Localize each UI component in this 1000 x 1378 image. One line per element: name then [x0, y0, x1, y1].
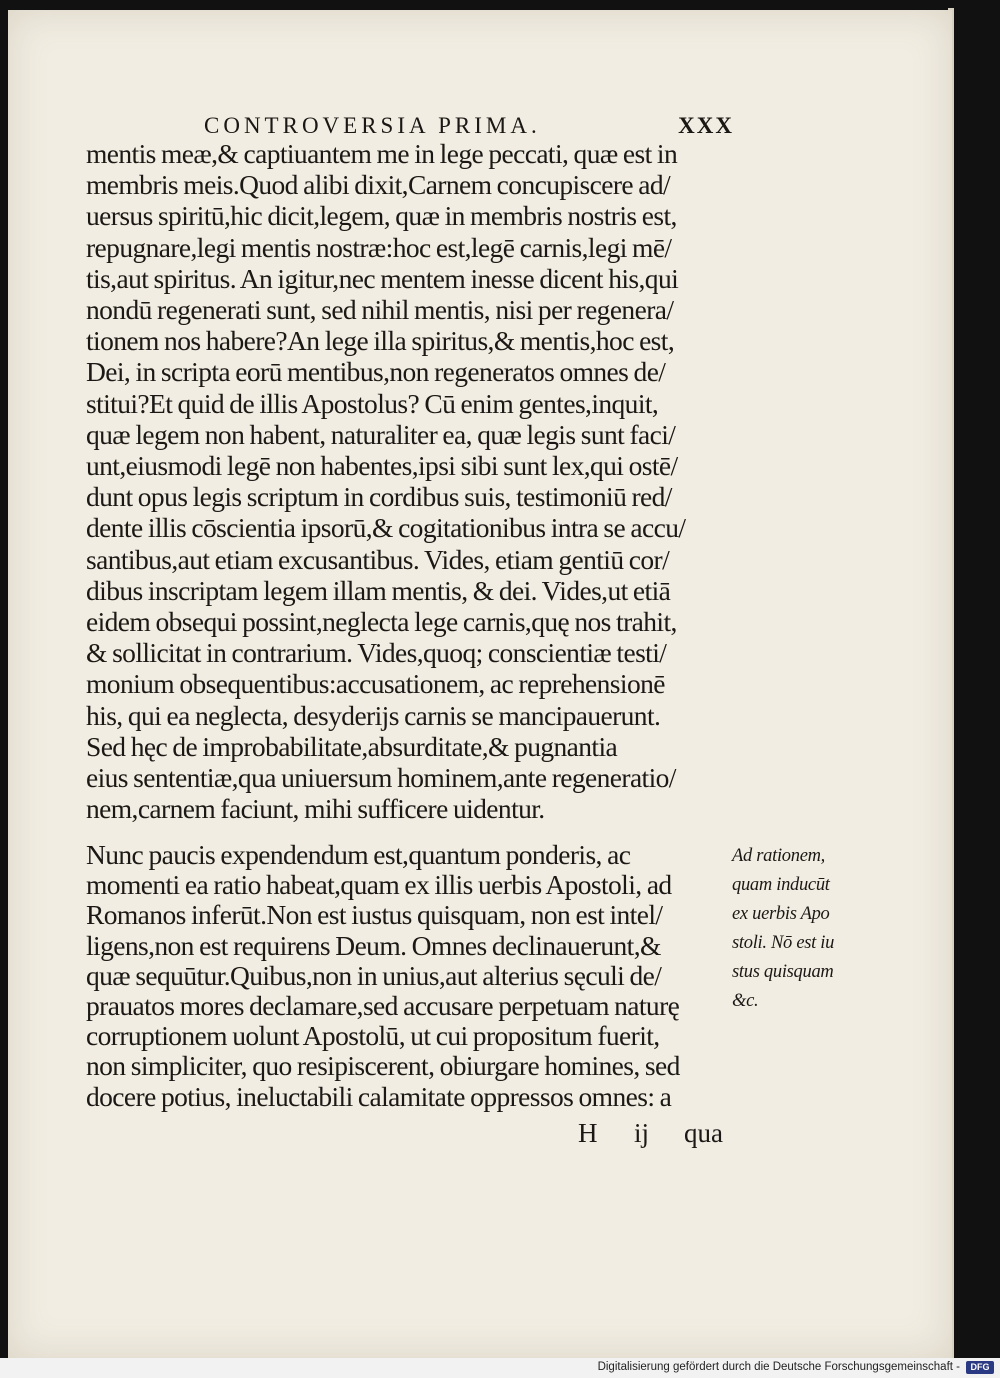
text-line: non simpliciter, quo resipiscerent, obiurgare homines, sed — [86, 1050, 680, 1082]
signature-line — [578, 1118, 728, 1158]
text-line: dibus inscriptam legem illam mentis, & dei. Vides,ut etiā — [86, 574, 671, 606]
text-line: membris meis.Quod alibi dixit,Carnem concupiscere ad/ — [86, 169, 671, 201]
text-line: dunt opus legis scriptum in cordibus suis, testimoniū red/ — [86, 481, 672, 513]
margin-note-line: Ad rationem, — [732, 846, 826, 866]
text-line: monium obsequentibus:accusationem, ac reprehensionē — [86, 668, 665, 700]
margin-note-line: quam inducūt — [732, 875, 830, 895]
text-line: dente illis cōscientia ipsorū,& cogitationibus intra se accu/ — [86, 512, 686, 544]
folio-number: XXX — [678, 113, 734, 138]
text-line: prauatos mores declamare,sed accusare perpetuam naturę — [86, 990, 680, 1021]
text-line: repugnare,legi mentis nostræ:hoc est,legē carnis,legi mē/ — [86, 231, 672, 263]
running-head: CONTROVERSIA PRIMA. — [204, 113, 541, 138]
text-line: eius sententiæ,qua uniuersum hominem,ante regeneratio/ — [86, 762, 676, 793]
text-line: ligens,non est requirens Deum. Omnes declinauerunt,& — [86, 929, 661, 961]
signature-mark: H — [578, 1118, 598, 1148]
text-line: docere potius, ineluctabili calamitate oppressos omnes: a — [86, 1080, 672, 1112]
text-line: corruptionem uolunt Apostolū, ut cui propositum fuerit, — [86, 1020, 660, 1052]
margin-note-line: &c. — [732, 991, 759, 1011]
book-page — [8, 10, 952, 1358]
dfg-logo: DFG — [966, 1361, 994, 1374]
text-line: uersus spiritū,hic dicit,legem, quæ in membris nostris est, — [86, 200, 677, 232]
margin-note-line: stus quisquam — [732, 962, 834, 982]
margin-note-line: ex uerbis Apo — [732, 904, 830, 924]
text-line: quæ legem non habent, naturaliter ea, quæ legis sunt faci/ — [86, 418, 676, 450]
text-line: his, qui ea neglecta, desyderijs carnis se mancipauerunt. — [86, 699, 661, 731]
margin-note-line: stoli. Nō est iu — [732, 933, 835, 953]
footer-bar — [0, 1358, 1000, 1378]
text-line: tionem nos habere?An lege illa spiritus,& mentis,hoc est, — [86, 325, 675, 357]
text-line: Romanos inferūt.Non est iustus quisquam, non est intel/ — [86, 899, 663, 931]
text-line: nem,carnem faciunt, mihi sufficere uidentur. — [86, 793, 545, 825]
text-line: mentis meæ,& captiuantem me in lege peccati, quæ est in — [86, 138, 678, 169]
footer-credit: Digitalisierung gefördert durch die Deutsche Forschungsgemeinschaft - — [597, 1361, 960, 1373]
signature-number: ij — [634, 1118, 650, 1148]
text-line: Nunc paucis expendendum est,quantum ponderis, ac — [86, 839, 631, 870]
text-line: quæ sequūtur.Quibus,non in unius,aut alterius sęculi de/ — [86, 959, 662, 991]
text-line: stitui?Et quid de illis Apostolus? Cū enim gentes,inquit, — [86, 387, 659, 419]
text-line: momenti ea ratio habeat,quam ex illis uerbis Apostoli, ad — [86, 869, 672, 901]
catchword: qua — [684, 1118, 723, 1148]
text-line: & sollicitat in contrarium. Vides,quoq; conscientiæ testi/ — [86, 637, 667, 669]
text-line: nondū regenerati sunt, sed nihil mentis, nisi per regenera/ — [86, 294, 674, 325]
text-line: santibus,aut etiam excusantibus. Vides, etiam gentiū cor/ — [86, 543, 670, 575]
text-line: Sed hęc de improbabilitate,absurditate,& pugnantia — [86, 730, 618, 762]
text-line: eidem obsequi possint,neglecta lege carnis,quę nos trahit, — [86, 606, 677, 637]
text-line: tis,aut spiritus. An igitur,nec mentem inesse dicent his,qui — [86, 262, 679, 294]
text-line: Dei, in scripta eorū mentibus,non regeneratos omnes de/ — [86, 356, 666, 388]
text-line: unt,eiusmodi legē non habentes,ipsi sibi sunt lex,qui ostē/ — [86, 450, 678, 481]
